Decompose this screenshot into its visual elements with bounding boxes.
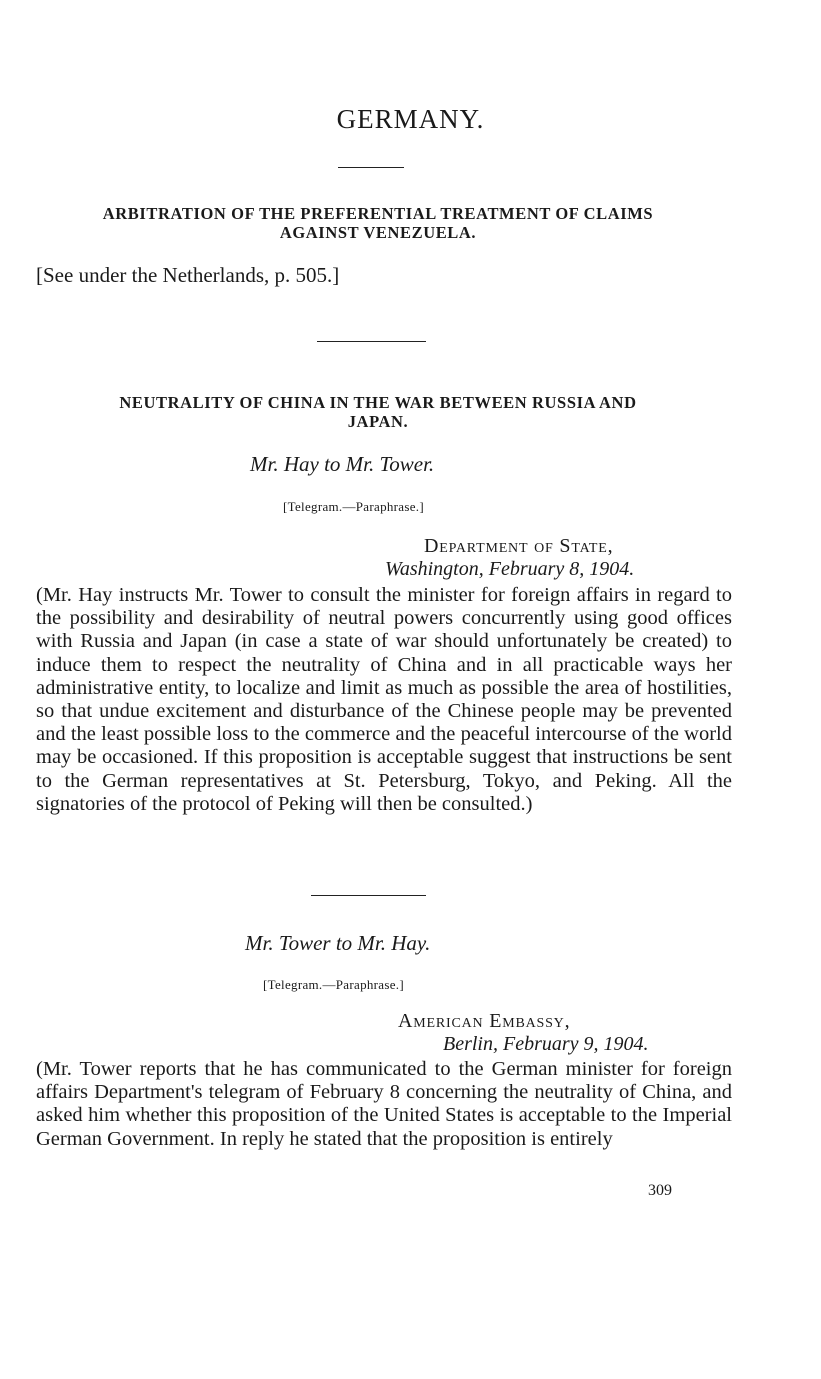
body-paragraph-text: (Mr. Hay instructs Mr. Tower to consult the minister for foreign affairs in regard to the possibility and desirability of neutral powers concurrently using good offices with Russia and Japan (in case a state of war should unfortunately be created) to induce them to respect the neutrality of China and in all practicable ways her administrative entity, to localize and limit as much as possible the area of hostilities, so that undue excitement and disturbance of the Chinese people may be prevented and the least possible loss to the commerce and the peaceful intercourse of the world may be occasioned. If this proposition is acceptable suggest that instructions be sent to the German representatives at St. Petersburg, Tokyo, and Peking. All the signatories of the protocol of Peking will then be consulted.)	[36, 584, 732, 815]
section-title-line: AGAINST VENEZUELA.	[279, 223, 477, 242]
correspondence-heading: Mr. Tower to Mr. Hay.	[245, 931, 431, 955]
section-divider-rule	[311, 895, 426, 896]
telegram-note: [Telegram.—Paraphrase.]	[263, 977, 404, 992]
dateline: Berlin, February 9, 1904.	[443, 1033, 649, 1055]
correspondence-heading: Mr. Hay to Mr. Tower.	[250, 452, 435, 476]
body-paragraph-text: (Mr. Tower reports that he has communicated to the German minister for foreign affairs Department's telegram of February 8 concerning the neutrality of China, and asked him whether this proposition of the United States is acceptable to the Imperial German Government. In reply he stated that the proposition is entirely	[36, 1058, 732, 1150]
section-divider-rule	[317, 341, 426, 342]
body-paragraph	[8, 1058, 732, 1151]
section-title-line: ARBITRATION OF THE PREFERENTIAL TREATMENT OF CLAIMS	[102, 204, 654, 223]
telegram-note: [Telegram.—Paraphrase.]	[283, 499, 424, 514]
origin-line: Department of State,	[424, 535, 614, 557]
section-title-arbitration	[8, 204, 748, 242]
cross-reference: [See under the Netherlands, p. 505.]	[36, 263, 340, 287]
dateline: Washington, February 8, 1904.	[385, 558, 635, 580]
body-paragraph	[8, 584, 732, 816]
divider-rule	[338, 167, 404, 168]
page-number: 309	[648, 1182, 672, 1199]
section-title-line: NEUTRALITY OF CHINA IN THE WAR BETWEEN RUSSIA AND	[119, 393, 637, 412]
country-heading: GERMANY.	[336, 104, 485, 134]
section-title-line: JAPAN.	[347, 412, 409, 431]
section-title-neutrality	[8, 393, 748, 431]
origin-line: American Embassy,	[398, 1010, 571, 1032]
